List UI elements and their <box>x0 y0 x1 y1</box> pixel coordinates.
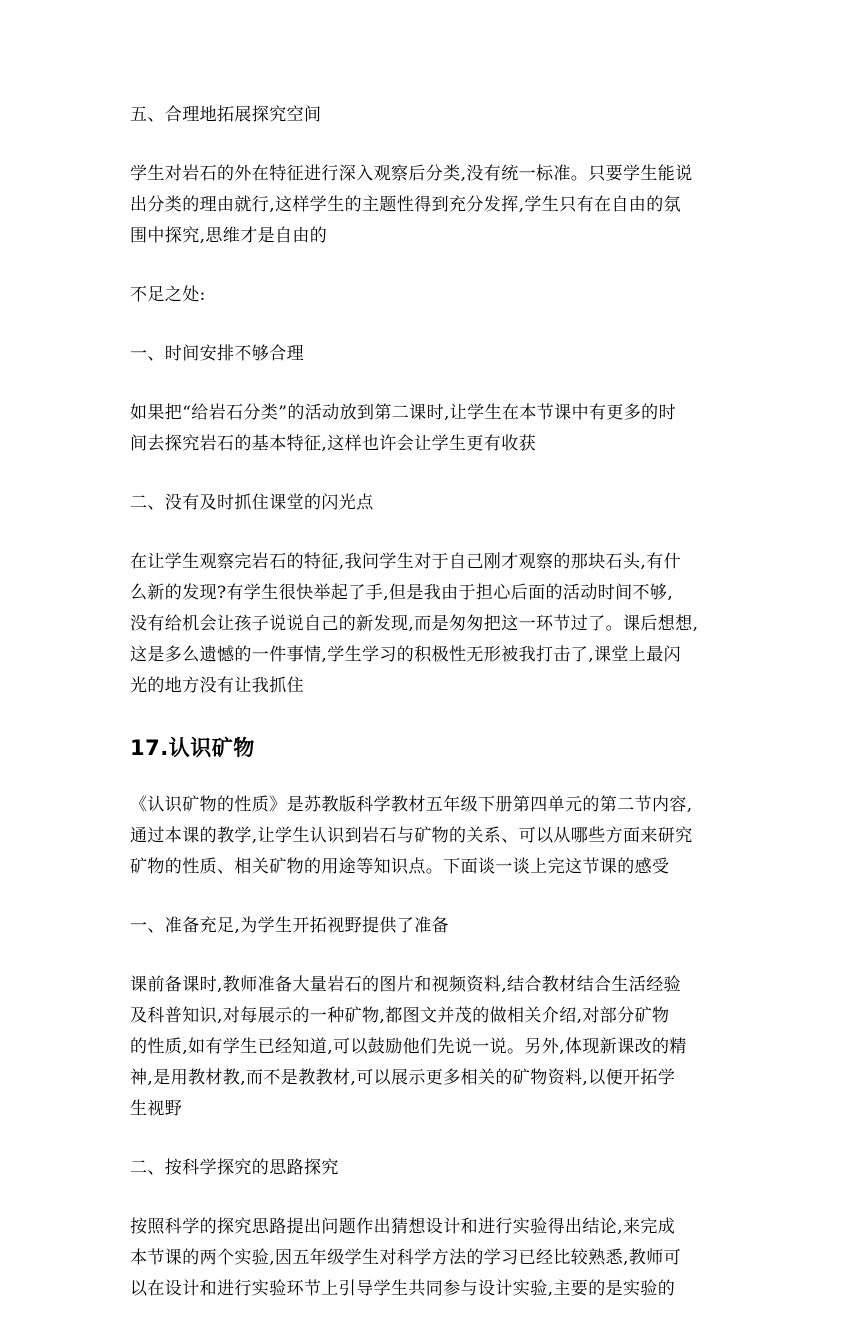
paragraph <box>130 1212 735 1305</box>
paragraph-line: 课前备课时,教师准备大量岩石的图片和视频资料,结合教材结合生活经验 <box>130 975 682 995</box>
paragraph-line: 通过本课的教学,让学生认识到岩石与矿物的关系、可以从哪些方面来研究 <box>130 826 693 846</box>
paragraph-line: 光的地方没有让我抓住 <box>130 676 304 696</box>
section-heading: 一、时间安排不够合理 <box>130 344 304 364</box>
paragraph-line: 神,是用教材教,而不是教教材,可以展示更多相关的矿物资料,以便开拓学 <box>130 1068 676 1088</box>
paragraph-line: 《认识矿物的性质》是苏教版科学教材五年级下册第四单元的第二节内容, <box>130 795 693 815</box>
paragraph-line: 矿物的性质、相关矿物的用途等知识点。下面谈一谈上完这节课的感受 <box>130 857 670 877</box>
paragraph-line: 本节课的两个实验,因五年级学生对科学方法的学习已经比较熟悉,教师可 <box>130 1248 682 1268</box>
paragraph-line: 在让学生观察完岩石的特征,我问学生对于自己刚才观察的那块石头,有什 <box>130 552 682 572</box>
paragraph <box>130 159 735 252</box>
shortcomings-heading: 不足之处: <box>130 285 206 305</box>
paragraph-line: 间去探究岩石的基本特征,这样也许会让学生更有收获 <box>130 434 537 454</box>
paragraph-line: 没有给机会让孩子说说自己的新发现,而是匆匆把这一环节过了。课后想想, <box>130 614 699 634</box>
paragraph-line: 这是多么遗憾的一件事情,学生学习的积极性无形被我打击了,课堂上最闪 <box>130 645 682 665</box>
section-heading: 二、按科学探究的思路探究 <box>130 1158 339 1178</box>
paragraph-line: 么新的发现?有学生很快举起了手,但是我由于担心后面的活动时间不够, <box>130 583 674 603</box>
section-heading: 五、合理地拓展探究空间 <box>130 105 322 125</box>
paragraph-line: 出分类的理由就行,这样学生的主题性得到充分发挥,学生只有在自由的氛 <box>130 195 682 215</box>
paragraph-line: 以在设计和进行实验环节上引导学生共同参与设计实验,主要的是实验的 <box>130 1279 676 1299</box>
paragraph <box>130 790 735 883</box>
paragraph <box>130 398 735 460</box>
paragraph-line: 的性质,如有学生已经知道,可以鼓励他们先说一说。另外,体现新课改的精 <box>130 1037 687 1057</box>
paragraph <box>130 547 735 702</box>
paragraph-line: 围中探究,思维才是自由的 <box>130 226 328 246</box>
paragraph-line: 如果把“给岩石分类”的活动放到第二课时,让学生在本节课中有更多的时 <box>130 403 676 423</box>
section-heading: 一、准备充足,为学生开拓视野提供了准备 <box>130 916 450 936</box>
paragraph <box>130 970 735 1125</box>
document-page <box>130 100 735 1333</box>
paragraph-line: 生视野 <box>130 1099 183 1119</box>
paragraph-line: 按照科学的探究思路提出问题作出猜想设计和进行实验得出结论,来完成 <box>130 1217 676 1237</box>
lesson-title: 17.认识矿物 <box>130 736 255 760</box>
paragraph-line: 学生对岩石的外在特征进行深入观察后分类,没有统一标准。只要学生能说 <box>130 164 693 184</box>
paragraph-line: 及科普知识,对每展示的一种矿物,都图文并茂的做相关介绍,对部分矿物 <box>130 1006 670 1026</box>
section-heading: 二、没有及时抓住课堂的闪光点 <box>130 493 374 513</box>
